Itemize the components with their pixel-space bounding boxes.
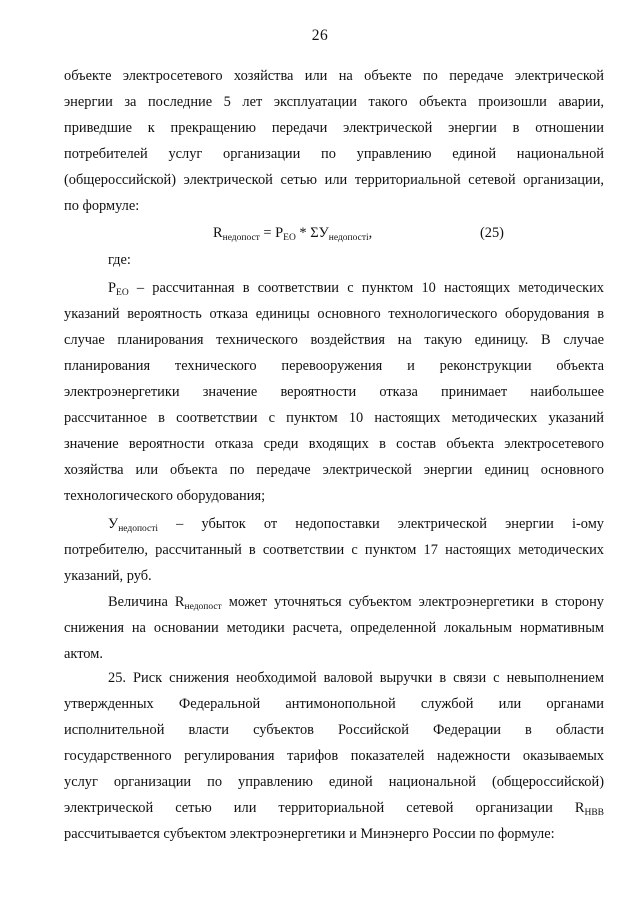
paragraph-line: указаний, руб. xyxy=(64,568,152,584)
formula-number: (25) xyxy=(480,225,504,241)
where-label: где: xyxy=(108,252,131,268)
paragraph-line: объекте электросетевого хозяйства или на объекте по передаче электрической xyxy=(64,68,604,84)
paragraph-line: (общероссийской) электрической сетью или территориальной сетевой организации, xyxy=(64,172,604,188)
paragraph-line: актом. xyxy=(64,646,103,662)
paragraph-line: указаний вероятность отказа единицы основного технологического оборудования в xyxy=(64,306,604,322)
definition-first-line: $У_{недопостi}$ – убыток от недопоставки электрической энергии i-ому xyxy=(108,516,604,534)
paragraph-line: утвержденных Федеральной антимонопольной службой или органами xyxy=(64,696,604,712)
paragraph-first-line: Величина $R_{недопост}$ может уточняться субъектом электроэнергетики в сторону xyxy=(108,594,604,612)
paragraph-line: снижения на основании методики расчета, определенной локальным нормативным xyxy=(64,620,604,636)
paragraph-line: по формуле: xyxy=(64,198,140,214)
formula-expression: $R_{недопост} = P_{EO} * \Sigma У_{недопостi}$, xyxy=(213,225,373,243)
paragraph-line: электроэнергетики значение вероятности отказа принимает наибольшее xyxy=(64,384,604,400)
paragraph-line: услуг организации по управлению единой национальной (общероссийской) xyxy=(64,774,604,790)
paragraph-line: государственного регулирования тарифов показателей надежности оказываемых xyxy=(64,748,604,764)
paragraph-line: электрической сетью или территориальной сетевой организации $R_{НВВ}$ xyxy=(64,800,604,818)
paragraph-line: значение вероятности отказа среди входящих в состав объекта электросетевого xyxy=(64,436,604,452)
paragraph-line: хозяйства или объекта по передаче электрической энергии единиц основного xyxy=(64,462,604,478)
paragraph-line: планирования технического перевооружения и реконструкции объекта xyxy=(64,358,604,374)
formula-25 xyxy=(195,225,555,247)
paragraph-line: рассчитывается субъектом электроэнергетики и Минэнерго России по формуле: xyxy=(64,826,555,842)
paragraph-line: потребителю, рассчитанный в соответствии с пунктом 17 настоящих методических xyxy=(64,542,604,558)
paragraph-line: рассчитанное в соответствии с пунктом 10 настоящих методических указаний xyxy=(64,410,604,426)
paragraph-line: технологического оборудования; xyxy=(64,488,266,504)
paragraph-line: исполнительной власти субъектов Российской Федерации в области xyxy=(64,722,604,738)
paragraph-first-line: 25. Риск снижения необходимой валовой выручки в связи с невыполнением xyxy=(108,670,604,686)
paragraph-line: приведшие к прекращению передачи электрической энергии в отношении xyxy=(64,120,604,136)
page-number: 26 xyxy=(311,27,329,44)
paragraph-line: энергии за последние 5 лет эксплуатации такого объекта произошли аварии, xyxy=(64,94,604,110)
paragraph-line: потребителей услуг организации по управлению единой национальной xyxy=(64,146,604,162)
paragraph-line: случае планирования технического воздействия на такую единицу. В случае xyxy=(64,332,604,348)
definition-first-line: $P_{EO}$ – рассчитанная в соответствии с пунктом 10 настоящих методических xyxy=(108,280,604,298)
